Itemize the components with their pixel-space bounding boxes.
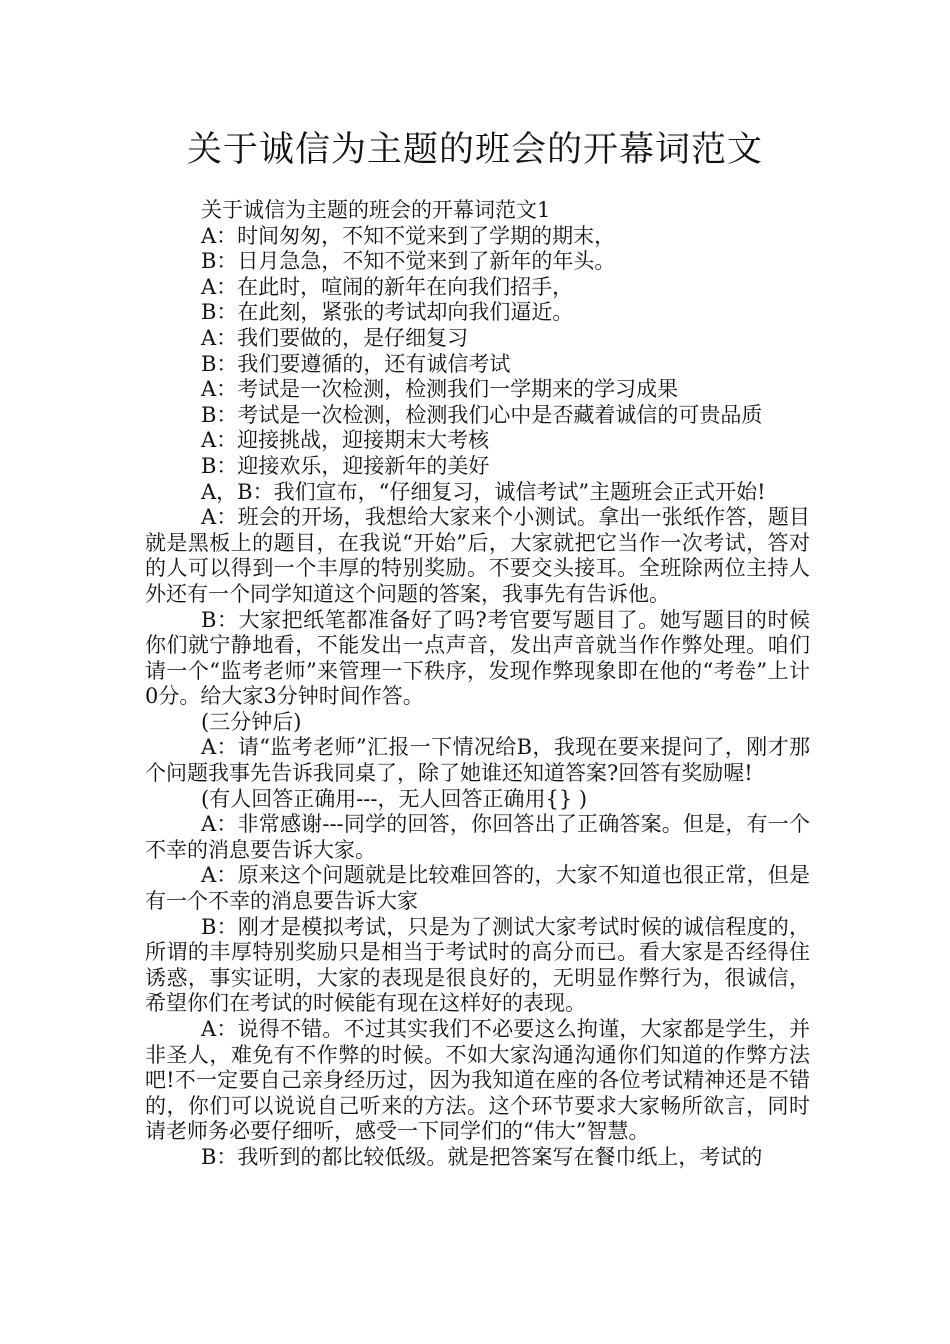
paragraph: A：在此时，喧闹的新年在向我们招手， <box>201 274 574 299</box>
paragraph: B：我们要遵循的，还有诚信考试 <box>201 351 511 376</box>
paragraph: B：我听到的都比较低级。就是把答案写在餐巾纸上，考试的 <box>201 1144 763 1169</box>
document-body <box>145 198 810 1171</box>
paragraph: A：请“监考老师”汇报一下情况给B，我现在要来提问了，刚才那个问题我事先告诉我同桌了，除了她谁还知道答案?回答有奖励喔! <box>145 735 810 786</box>
paragraph: B：刚才是模拟考试，只是为了测试大家考试时候的诚信程度的，所谓的丰厚特别奖励只是相当于考试时的高分而已。看大家是否经得住诱惑，事实证明，大家的表现是很良好的，无明显作弊行为，很诚信，希望你们在考试的时候能有现在这样好的表现。 <box>145 914 810 1016</box>
paragraph: A：我们要做的，是仔细复习 <box>201 325 469 350</box>
paragraph: B：大家把纸笔都准备好了吗?考官要写题目了。她写题目的时候你们就宁静地看，不能发出一点声音，发出声音就当作作弊处理。咱们请一个“监考老师”来管理一下秩序，发现作弊现象即在他的“考卷”上计0分。给大家3分钟时间作答。 <box>145 607 810 709</box>
page-title: 关于诚信为主题的班会的开幕词范文 <box>186 130 763 170</box>
paragraph: B：考试是一次检测，检测我们心中是否藏着诚信的可贵品质 <box>201 402 763 427</box>
paragraph: A：迎接挑战，迎接期末大考核 <box>201 428 490 453</box>
paragraph: B：迎接欢乐，迎接新年的美好 <box>201 453 490 478</box>
paragraph: B：在此刻，紧张的考试却向我们逼近。 <box>201 300 574 325</box>
paragraph: A：说得不错。不过其实我们不必要这么拘谨，大家都是学生，并非圣人，难免有不作弊的时候。不如大家沟通沟通你们知道的作弊方法吧!不一定要自己亲身经历过，因为我知道在座的各位考试精神还是不错的，你们可以说说自己听来的方法。这个环节要求大家畅所欲言，同时请老师务必要仔细听，感受一下同学们的“伟大”智慧。 <box>145 1017 810 1144</box>
paragraph: A：考试是一次检测，检测我们一学期来的学习成果 <box>201 377 679 402</box>
paragraph: A：班会的开场，我想给大家来个小测试。拿出一张纸作答，题目就是黑板上的题目，在我说“开始”后，大家就把它当作一次考试，答对的人可以得到一个丰厚的特别奖励。不要交头接耳。全班除两位主持人外还有一个同学知道这个问题的答案，我事先有告诉他。 <box>145 505 810 606</box>
paragraph: (有人回答正确用---，无人回答正确用{} ) <box>201 786 588 811</box>
paragraph: A：时间匆匆，不知不觉来到了学期的期末， <box>201 223 616 248</box>
paragraph: A，B：我们宣布，“仔细复习，诚信考试”主题班会正式开始! <box>201 479 766 504</box>
paragraph: A：非常感谢---同学的回答，你回答出了正确答案。但是，有一个不幸的消息要告诉大家。 <box>145 812 810 862</box>
paragraph: A：原来这个问题就是比较难回答的，大家不知道也很正常，但是有一个不幸的消息要告诉大家 <box>145 863 810 914</box>
paragraph: 关于诚信为主题的班会的开幕词范文1 <box>201 198 551 222</box>
paragraph: (三分钟后) <box>201 709 302 734</box>
paragraph: B：日月急急，不知不觉来到了新年的年头。 <box>201 249 616 274</box>
